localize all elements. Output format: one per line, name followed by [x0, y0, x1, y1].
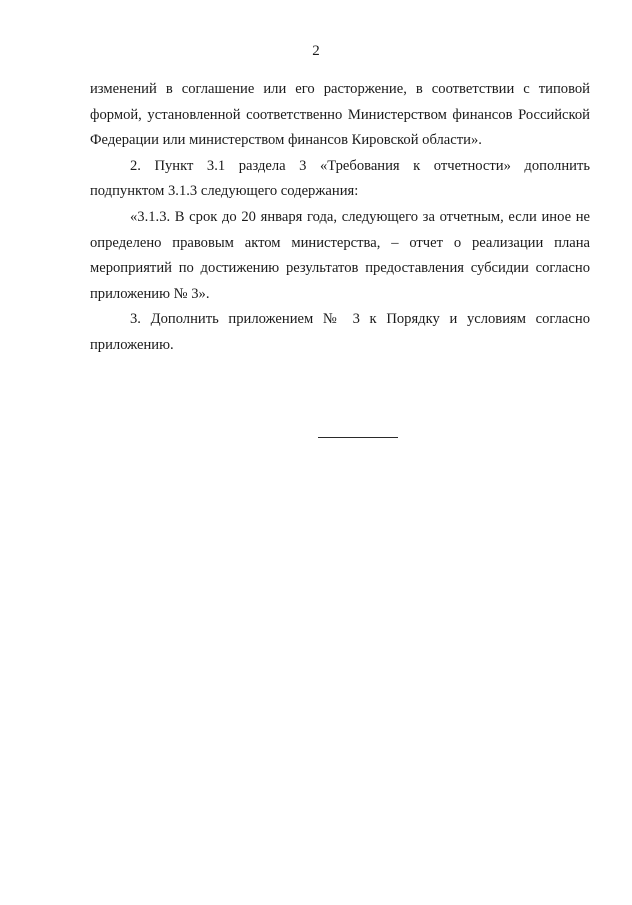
text-line: подпунктом 3.1.3 следующего содержания:: [90, 183, 359, 200]
text-line: изменений в соглашение или его расторжение, в соответствии с типовой: [90, 81, 590, 97]
text-line: 3. Дополнить приложением № 3 к Порядку и условиям согласно: [130, 311, 590, 328]
text-line: приложению.: [90, 336, 174, 353]
end-separator-line: [318, 437, 398, 438]
text-line: «3.1.3. В срок до 20 января года, следующего за отчетным, если иное не: [130, 208, 590, 225]
text-line: Федерации или министерством финансов Кировской области».: [90, 132, 482, 149]
text-line: определено правовым актом министерства, – отчет о реализации плана: [90, 234, 590, 251]
paragraph-continuation: [90, 77, 590, 154]
paragraph-item-2: [90, 154, 590, 205]
text-line: формой, установленной соответственно Министерством финансов Российской: [90, 106, 590, 123]
paragraph-subitem-3-1-3: [90, 205, 590, 307]
paragraph-item-3: [90, 307, 590, 358]
document-body: [90, 77, 590, 359]
text-line: мероприятий по достижению результатов предоставления субсидии согласно: [90, 260, 590, 277]
page-number: 2: [312, 43, 320, 59]
text-line: 2. Пункт 3.1 раздела 3 «Требования к отчетности» дополнить: [130, 157, 590, 174]
text-line: приложению № 3».: [90, 285, 210, 302]
